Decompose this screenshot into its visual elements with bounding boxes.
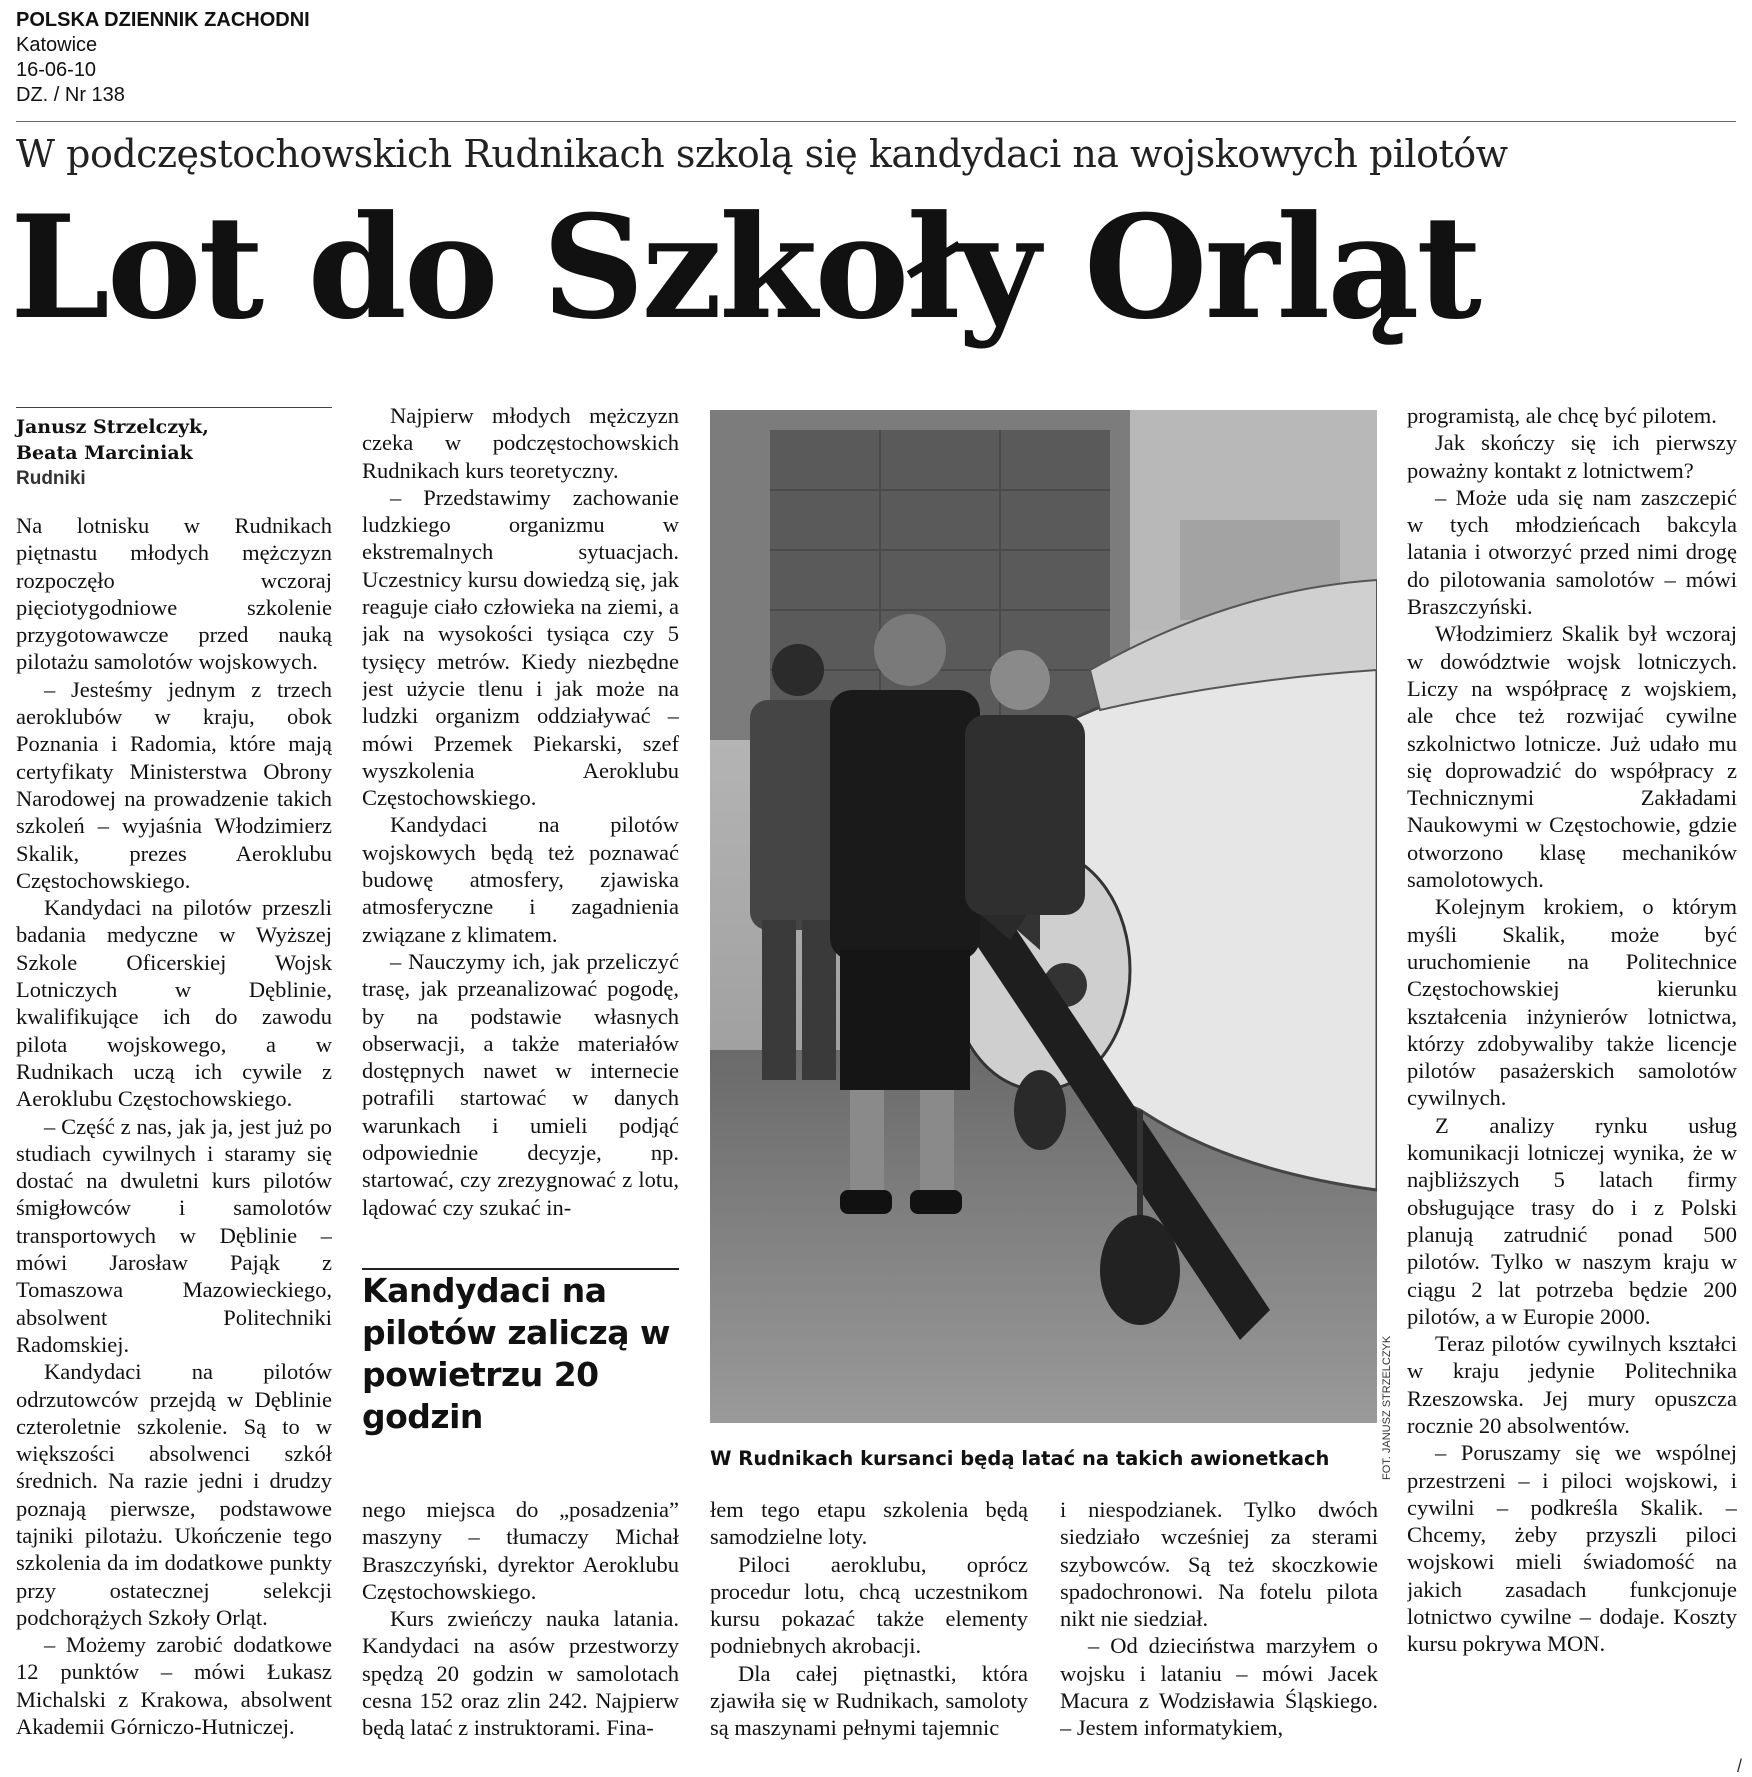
source-info (16, 8, 310, 108)
paragraph: nego miejsca do „posadzenia” maszyny – tłumaczy Michał Braszczyński, dyrektor Aeroklubu Częstochowskiego. (362, 1497, 679, 1604)
article-column-2 (362, 402, 679, 1260)
paragraph: Włodzimierz Skalik był wczoraj w dowództwie wojsk lotniczych. Liczy na współpracę z wojskiem, ale chce też rozwijać cywilne szkolnictwo lotnicze. Już udało mu się doprowadzić do współpracy z Technicznymi Zakładami Naukowymi w Częstochowie, gdzie otworzono klasę mechaników samolotowych. (1407, 621, 1737, 893)
edge-mark: / (1737, 1756, 1743, 1776)
photo-caption: W Rudnikach kursanci będą latać na takich awionetkach (710, 1447, 1330, 1470)
paragraph: i niespodzianek. Tylko dwóch siedziało wcześniej za sterami szybowców. Są też skoczkowie spadochronowi. Na fotelu pilota nikt nie siedział. (1060, 1497, 1378, 1632)
article-column-4-bottom (1060, 1496, 1378, 1770)
paragraph: – Część z nas, jak ja, jest już po studiach cywilnych i staramy się dostać na dwuletni kurs pilotów śmigłowców i samolotów transportowych w Dęblinie – mówi Jarosław Pająk z Tomaszowa Mazowieckiego, absolwent Politechniki Radomskiej. (16, 1113, 332, 1357)
author-1: Janusz Strzelczyk, (16, 416, 209, 438)
dateline-location: Rudniki (16, 468, 86, 489)
paragraph: łem tego etapu szkolenia będą samodzielne loty. (710, 1497, 1028, 1550)
article-photo (710, 410, 1377, 1423)
article-column-3-bottom (710, 1496, 1028, 1770)
paragraph: Z analizy rynku usług komunikacji lotniczej wynika, że w najbliższych 5 latach firmy obsługujące trasy do i z Polski planują zatrudnić ponad 500 pilotów. Tylko w naszym kraju w ciągu 2 lat potrzeba będzie 200 pilotów, a w Europie 2000. (1407, 1112, 1737, 1329)
top-divider (16, 121, 1736, 122)
author-2: Beata Marciniak (16, 442, 193, 464)
photo-credit (1381, 1290, 1397, 1480)
paragraph: – Poruszamy się we wspólnej przestrzeni – i piloci wojskowi, i cywilni – podkreśla Skalik. – Chcemy, żeby przyszli piloci wojskowi mieli świadomość na jakich zasadach funkcjonuje lotnictwo cywilne – dodaje. Koszty kursu pokrywa MON. (1407, 1440, 1737, 1657)
paragraph: programistą, ale chcę być pilotem. (1407, 403, 1717, 428)
column-1-rule (16, 407, 332, 408)
paragraph: Kandydaci na pilotów przeszli badania medyczne w Wyższej Szkole Oficerskiej Wojsk Lotniczych w Dęblinie, kwalifikujące ich do zawodu pilota wojskowego, a w Rudnikach uczą ich cywile z Aeroklubu Częstochowskiego. (16, 895, 332, 1112)
article-kicker: W podczęstochowskich Rudnikach szkolą się kandydaci na wojskowych pilotów (16, 132, 1508, 176)
paragraph: Piloci aeroklubu, oprócz procedur lotu, chcą uczestnikom kursu pokazać także elementy podniebnych akrobacji. (710, 1551, 1028, 1659)
paragraph: – Od dzieciństwa marzyłem o wojsku i lataniu – mówi Jacek Macura z Wodzisławia Śląskiego. – Jestem informatykiem, (1060, 1633, 1378, 1741)
article-column-1 (16, 512, 332, 1770)
publication-city: Katowice (16, 34, 98, 56)
article-column-2-bottom (362, 1496, 679, 1770)
paragraph: – Może uda się nam zaszczepić w tych młodzieńcach bakcyla latania i otworzyć przed nimi drogę do pilotowania samolotów – mówi Braszczyński. (1407, 484, 1737, 620)
paragraph: Kurs zwieńczy nauka latania. Kandydaci na asów przestworzy spędzą 20 godzin w samolotach cesna 152 oraz zlin 242. Najpierw będą latać z instruktorami. Fina- (362, 1606, 679, 1741)
paragraph: Kolejnym krokiem, o którym myśli Skalik, może być uruchomienie na Politechnice Częstochowskiej kierunku kształcenia inżynierów lotnictwa, którzy zdobywaliby także licencje pilotów pasażerskich samolotów cywilnych. (1407, 894, 1737, 1111)
paragraph: – Możemy zarobić dodatkowe 12 punktów – mówi Łukasz Michalski z Krakowa, absolwent Akademii Górniczo-Hutniczej. (16, 1632, 332, 1740)
paragraph: Dla całej piętnastki, która zjawiła się w Rudnikach, samoloty są maszynami pełnymi tajemnic (710, 1660, 1028, 1741)
paragraph: – Przedstawimy zachowanie ludzkiego organizmu w ekstremalnych sytuacjach. Uczestnicy kursu dowiedzą się, jak reaguje ciało człowieka na ziemi, a jak na wysokości tysiąca czy 5 tysięcy metrów. Kiedy niezbędne jest użycie tlenu i jak może na ludzki organizm oddziaływać – mówi Przemek Piekarski, szef wyszkolenia Aeroklubu Częstochowskiego. (362, 484, 679, 811)
pull-quote: Kandydaci na pilotów zaliczą w powietrzu 20 godzin (362, 1271, 670, 1436)
paragraph: Teraz pilotów cywilnych kształci w kraju jedynie Politechnika Rzeszowska. Jej mury opuszcza rocznie 20 absolwentów. (1407, 1331, 1737, 1438)
paragraph: Na lotnisku w Rudnikach piętnastu młodych mężczyzn rozpoczęło wczoraj pięciotygodniowe szkolenie przygotowawcze przed nauką pilotażu samolotów wojskowych. (16, 513, 332, 675)
publication-date: 16-06-10 (16, 59, 97, 81)
paragraph: Kandydaci na pilotów odrzutowców przejdą w Dęblinie czteroletnie szkolenie. Są to w większości absolwenci szkół średnich. Na razie jedni i drudzy poznają pierwsze, podstawowe tajniki pilotażu. Ukończenie tego szkolenia da im dodatkowe punkty przy ostatecznej selekcji podchorążych Szkoły Orląt. (16, 1359, 332, 1630)
article-column-5 (1407, 402, 1737, 1770)
paragraph: Kandydaci na pilotów wojskowych będą też poznawać budowę atmosfery, zjawiska atmosferyczne i zagadnienia związane z klimatem. (362, 812, 679, 947)
publication-name: POLSKA DZIENNIK ZACHODNI (16, 9, 310, 31)
article-headline: Lot do Szkoły Orląt (10, 185, 1479, 351)
paragraph: – Nauczymy ich, jak przeliczyć trasę, jak przeanalizować pogodę, by na podstawie własnych obserwacji, a także materiałów dostępnych nawet w internecie potrafili startować w danych warunkach i umieli podjąć odpowiednie decyzje, np. startować, czy zrezygnować z lotu, lądować czy szukać in- (362, 948, 679, 1220)
photo-credit-text: FOT. JANUSZ STRZELCZYK (1381, 1335, 1393, 1480)
paragraph: Jak skończy się ich pierwszy poważny kontakt z lotnictwem? (1407, 430, 1737, 483)
paragraph: – Jesteśmy jednym z trzech aeroklubów w kraju, obok Poznania i Radomia, które mają certyfikaty Ministerstwa Obrony Narodowej na prowadzenie takich szkoleń – wyjaśnia Włodzimierz Skalik, prezes Aeroklubu Częstochowskiego. (16, 676, 332, 893)
photo-airplane-trainees (710, 410, 1377, 1423)
paragraph: Najpierw młodych mężczyzn czeka w podczęstochowskich Rudnikach kurs teoretyczny. (362, 403, 679, 483)
byline (16, 414, 332, 492)
publication-issue: DZ. / Nr 138 (16, 84, 125, 106)
